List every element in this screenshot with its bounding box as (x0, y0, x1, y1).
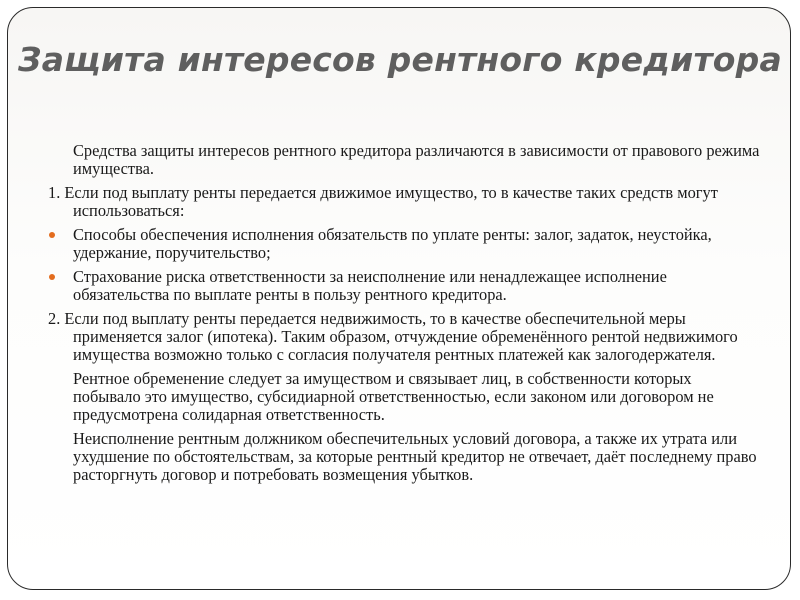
paragraph-movable-property: 1. Если под выплату ренты передается движимое имущество, то в качестве таких средств могут использоваться: (48, 183, 718, 220)
bullet-dot-icon (49, 232, 55, 238)
bullet-dot-icon (49, 274, 55, 280)
bullet-item-label: Способы обеспечения исполнения обязательств по уплате ренты: залог, задаток, неустойка, удержание, поручительство; (73, 225, 712, 262)
paragraph-real-estate: 2. Если под выплату ренты передается недвижимость, то в качестве обеспечительной меры применяется залог (ипотека). Таким образом, отчуждение обременённого рентой недвижимого имущества возможно только с согласия получателя рентных платежей как залогодержателя. (48, 309, 738, 364)
paragraph-intro: Средства защиты интересов рентного кредитора различаются в зависимости от правового режима имущества. (73, 141, 760, 178)
paragraph-non-performance: Неисполнение рентным должником обеспечительных условий договора, а также их утрата или ухудшение по обстоятельствам, за которые рентный кредитор не отвечает, даёт последнему право расторгнуть договор и потребовать возмещения убытков. (73, 429, 757, 484)
bullet-item-label: Страхование риска ответственности за неисполнение или ненадлежащее исполнение обязательства по выплате ренты в пользу рентного кредитора. (73, 267, 667, 304)
slide-title: Защита интересов рентного кредитора (18, 40, 782, 79)
bullet-item-security-methods (48, 226, 760, 262)
slide-body (48, 142, 760, 490)
paragraph-encumbrance: Рентное обременение следует за имуществом и связывает лиц, в собственности которых побывало это имущество, субсидиарной ответственностью, если законом или договором не предусмотрена солидарная ответственность. (73, 369, 714, 424)
bullet-item-insurance (48, 268, 760, 304)
